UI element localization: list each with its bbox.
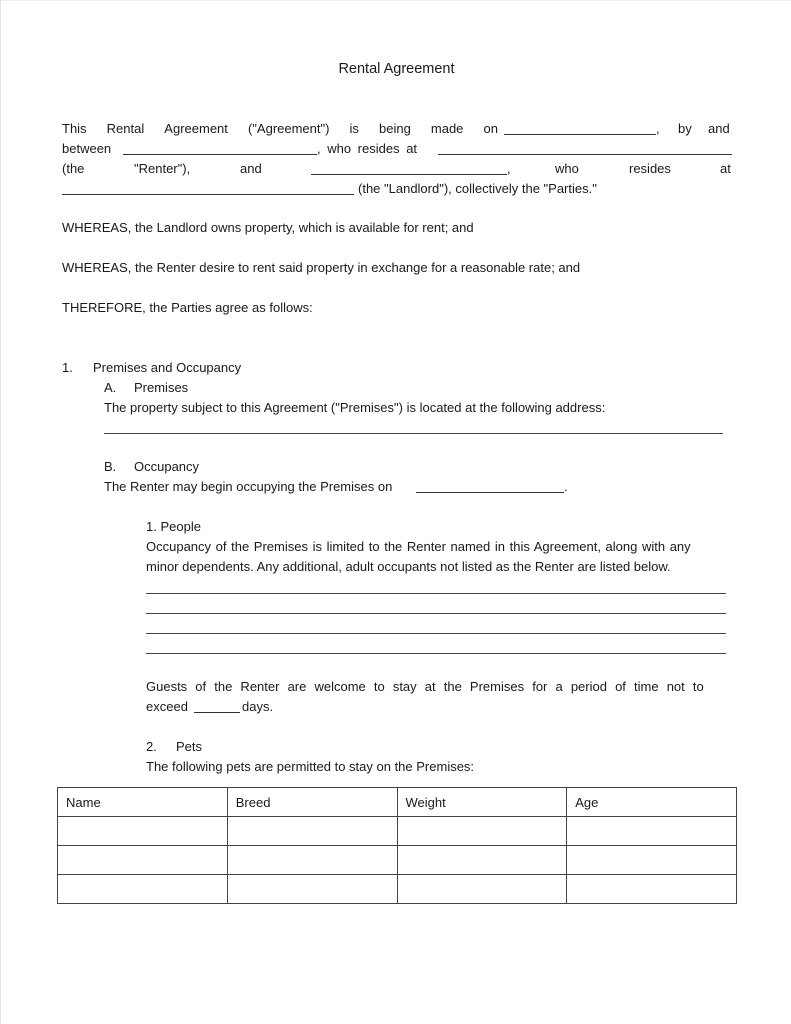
intro-word: Agreement — [164, 121, 228, 136]
section-1-number: 1. — [62, 360, 73, 375]
renter-address-blank[interactable] — [438, 154, 732, 155]
subsection-b-heading: Occupancy — [134, 459, 200, 474]
guests-exceed: exceed — [146, 699, 188, 714]
pets-table-header-row — [58, 788, 737, 817]
table-row — [58, 846, 737, 875]
pets-cell[interactable] — [227, 846, 397, 875]
people-heading: 1. People — [146, 519, 201, 534]
landlord-name-blank[interactable] — [311, 174, 507, 175]
subsection-b-letter: B. — [104, 459, 117, 474]
table-row — [58, 875, 737, 904]
subsection-a-letter: A. — [104, 380, 117, 395]
pets-cell[interactable] — [58, 846, 228, 875]
people-text-line-2: minor dependents. Any additional, adult occupants not listed as the Renter are listed below. — [146, 559, 671, 574]
intro-resides: resides — [629, 161, 671, 176]
occupancy-period: . — [564, 479, 568, 494]
premises-text: The property subject to this Agreement ("Premises") is located at the following address: — [104, 400, 606, 415]
pets-text: The following pets are permitted to stay on the Premises: — [146, 759, 475, 774]
pets-header-name: Name — [58, 788, 228, 817]
intro-word: This — [62, 121, 87, 136]
premises-address-blank[interactable] — [104, 433, 723, 434]
occupant-blank-1[interactable] — [146, 593, 726, 594]
intro-word: being — [379, 121, 411, 136]
intro-word: is — [349, 121, 359, 136]
document-title: Rental Agreement — [338, 61, 455, 77]
intro-landlord-clause: (the "Landlord"), collectively the "Parties." — [358, 181, 597, 196]
pets-cell[interactable] — [58, 875, 228, 904]
pets-heading: Pets — [176, 739, 203, 754]
pets-cell[interactable] — [567, 817, 737, 846]
intro-word: Rental — [106, 121, 145, 136]
intro-word: made — [430, 121, 464, 136]
pets-number: 2. — [146, 739, 157, 754]
pets-cell[interactable] — [397, 875, 567, 904]
whereas-landlord: WHEREAS, the Landlord owns property, which is available for rent; and — [62, 220, 474, 235]
intro-who-resides-at: , who resides at — [317, 141, 418, 156]
intro-by: by — [678, 121, 692, 136]
occupant-blank-2[interactable] — [146, 613, 726, 614]
pets-cell[interactable] — [227, 875, 397, 904]
intro-and: and — [708, 121, 730, 136]
intro-word: on — [483, 121, 498, 136]
therefore-clause: THEREFORE, the Parties agree as follows: — [62, 300, 313, 315]
occupant-blank-3[interactable] — [146, 633, 726, 634]
section-1-heading: Premises and Occupancy — [93, 360, 242, 375]
whereas-renter: WHEREAS, the Renter desire to rent said property in exchange for a reasonable rate; and — [62, 260, 581, 275]
table-row — [58, 817, 737, 846]
occupant-blank-4[interactable] — [146, 653, 726, 654]
date-blank[interactable] — [504, 134, 656, 135]
intro-at: at — [720, 161, 731, 176]
guests-days: days. — [242, 699, 274, 714]
intro-and-2: and — [240, 161, 262, 176]
pets-cell[interactable] — [567, 846, 737, 875]
intro-between: between — [62, 141, 112, 156]
pets-cell[interactable] — [227, 817, 397, 846]
pets-header-weight: Weight — [397, 788, 567, 817]
subsection-a-heading: Premises — [134, 380, 189, 395]
pets-table — [57, 787, 737, 904]
occupancy-text: The Renter may begin occupying the Premises on — [104, 479, 393, 494]
occupancy-date-blank[interactable] — [416, 492, 564, 493]
intro-the: (the — [62, 161, 85, 176]
intro-word: ("Agreement") — [247, 121, 330, 136]
pets-cell[interactable] — [567, 875, 737, 904]
guests-text-line-1: Guests of the Renter are welcome to stay at the Premises for a period of time not to — [146, 679, 704, 694]
pets-cell[interactable] — [397, 846, 567, 875]
intro-line-1-left — [62, 121, 498, 137]
pets-cell[interactable] — [58, 817, 228, 846]
pets-cell[interactable] — [397, 817, 567, 846]
intro-renter: "Renter"), — [134, 161, 191, 176]
pets-header-age: Age — [567, 788, 737, 817]
intro-comma: , — [656, 121, 660, 136]
intro-who: who — [555, 161, 579, 176]
intro-comma-2: , — [507, 161, 511, 176]
renter-name-blank[interactable] — [123, 154, 317, 155]
people-text-line-1: Occupancy of the Premises is limited to the Renter named in this Agreement, along with any — [146, 539, 691, 554]
pets-header-breed: Breed — [227, 788, 397, 817]
landlord-address-blank[interactable] — [62, 194, 354, 195]
guest-days-blank[interactable] — [194, 712, 240, 713]
